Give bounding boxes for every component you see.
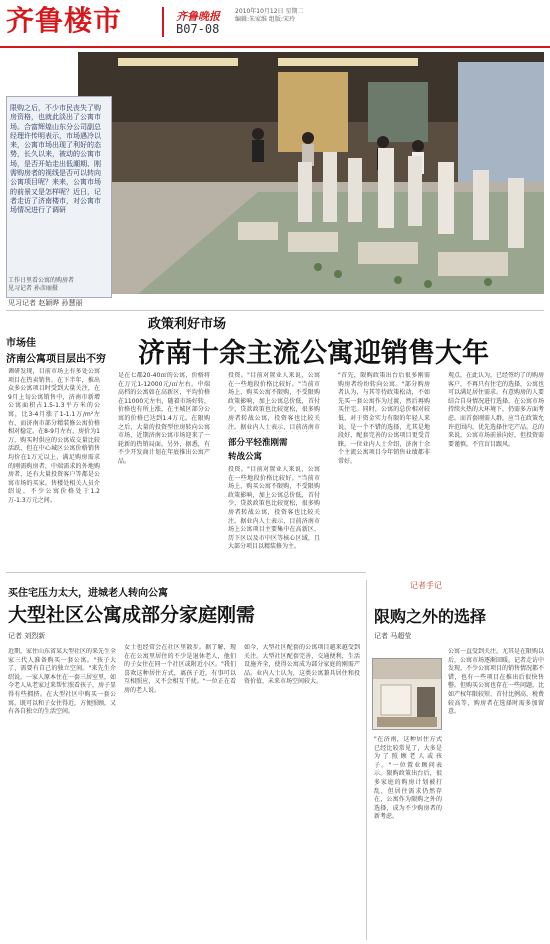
subheading: 转战公寓: [228, 452, 263, 462]
subheading: 部分平轻淮刚需: [228, 438, 288, 448]
sales-office-photo: [78, 52, 544, 294]
article-column: 投资。"目前对置业人来说，公寓在一些地段价格比较好。"当前市场上，购买公寓不限购，不受限购政策影响，加上公寓总价低，首付少，贷款政策也比较宽松，很多购房者转战公寓，投资客也比较关注。据业内人士表示，目前济南市: [228, 372, 320, 431]
photo-caption: [8, 277, 108, 293]
article-column: 调研发现，目前市场上有多处公寓项目在热卖销售。在下半年，推出众多公寓项目时受到大量关注，在9月上旬公寓销售中，济南市新增公寓面积占1.5-1.3平方米的公寓，比3-4月涨了1-1.1万/m²左右，而济南市部分精装修公寓价格相对稳定。在8-9月左右，房价为1万，购买时供应的公寓成交量比较活跃，但在中心城区公寓价格销售均价在1万元以上，满足购房需求的刚需购房者，中端需求的外地购房者，还有大量投资客户等都是公寓市场的买家。售楼处相关人员介绍说，不少公寓价格处于1.2万-1.3万元之间。: [8, 368, 100, 504]
caption-text: 工作日里看公寓的购房者: [8, 277, 75, 284]
article-column: 观点，在此认为，已经签约了的购房客户，不再只有住宅的选择，公寓也可以满足居住需求。有意购房的人要结合自身情况进行选择，在公寓市场持续火热的大环境下，仍需多方面考虑。而首套刚需人群，应当在政策允许范围内，优先选择住宅产品。总的来说，公寓市场前景向好，但投资需要谨慎，不宜盲目跟风。: [448, 372, 544, 448]
date-line: 2010年10月12日 星期二: [235, 8, 304, 15]
title-divider: [162, 7, 164, 37]
article-kicker: 政策利好市场: [148, 317, 227, 332]
section-title: 齐鲁楼市: [6, 4, 123, 37]
page-number: B07-08: [176, 22, 220, 36]
note-column: 公寓一直受到关注，尤其是在限购以后，公寓市场逐渐回暖。记者走访中发现，不少公寓项目的销售情况都不错，也有一些项目在推出后很快售罄。但购买公寓也存在一些问题，比如产权年限较短、首付比例高、税费较高等，购房者在选择时需多加留意。: [448, 648, 544, 716]
article-byline: 记者 刘烈新: [8, 632, 46, 640]
article-column: 投资。"目前对置业人来说，公寓在一些地段价格比较好。"当前市场上，购买公寓不限购，不受限购政策影响，加上公寓总价低，首付少，贷款政策也比较宽松，很多购房者转战公寓，投资客也比较关注。据业内人士表示，目前济南市场上公寓项目主要集中在高新区、历下区以及市中区等核心区域，且大部分项目以精装修为主。: [228, 466, 320, 551]
article-column: 女士也经常会在社区里散步。据了解，现在在公寓里居住的不少是退休老人，他们的子女住在同一个社区或附近小区。"我们喜欢这种居住方式，离孩子近，有事可以互相照应，又不会相互干扰。"一位正在看房的老人说。: [124, 644, 236, 694]
article-column: "首先，限购政策出台后很多刚需购房者纷纷转向公寓。"部分购房者认为，与其等待政策松动，不如先买一套公寓作为过渡，然后再购买住宅。同时，公寓的总价相对较低，对于资金实力有限的年轻人来说，是一个不错的选择，尤其是地段好、配套完善的公寓项目更受青睐。一位业内人士介绍，济南十余个主流公寓项目今年销售业绩都非常好。: [338, 372, 430, 465]
article-column: 近期，家住山东省某大型社区的来先生全家三代人准备购买一套公寓。"孩子大了，需要有自己的独立空间。"来先生介绍说，一家人原本住在一套三居室里，如今老人从老家过来帮忙照看孩子，房子显得有些拥挤。在大型社区中购买一套公寓，既可以和子女住得近，方便照顾，又有各自独立的生活空间。: [8, 648, 116, 716]
divider: [6, 310, 544, 311]
header-rule: [0, 46, 550, 48]
note-label: 记者手记: [410, 581, 442, 590]
article-headline: 大型社区公寓成部分家庭刚需: [8, 604, 256, 626]
note-byline: 记者 马超莹: [374, 632, 412, 640]
editor-line: 编辑:朱家维 组版:宋玲: [235, 16, 295, 23]
article-headline: 济南十余主流公寓迎销售大年: [138, 338, 489, 369]
note-column: "在济南，这种居住方式已经比较常见了，大多是为了照顾老人或孩子。"一位置业顾问表示。限购政策出台后，很多家庭的购房计划被打乱，但居住需求仍然存在，公寓作为限购之外的选择，成为不少购房者的新考虑。: [374, 736, 442, 821]
article-column: 是在七都20-40㎡的公寓，价格将在万元1-12000元/㎡左右。中端高档的公寓如在高新区，平均价格在11000元左右，随着市场好转，价格也有所上涨，在主城区部分公寓的价格已达到1.4万元。在限购之后，大量的投资型住房转向公寓市场，近期济南公寓市场迎来了一轮新的热销局面。另外，据悉，有不少开发商计划在年底推出公寓产品。: [118, 372, 210, 465]
date-info: [235, 8, 305, 24]
divider: [6, 572, 366, 573]
newspaper-logo: 齐鲁晚报: [176, 10, 220, 23]
intro-text: 限购之后，不少市民丧失了购房资格，也就此淡出了公寓市场。合富辉煌山东分公司副总经理许传明表示，市场遇冷以来，公寓市场出现了利好的态势，长久以来，被动的公寓市场，是否开始走出低潮期、刚需购房者的视线是否可以转向公寓项目呢？来来，公寓市场的前景又是怎样呢？近日，记者走访了济南楼市，对公寓市场情况进行了调研: [10, 104, 101, 215]
article-kicker: 买住宅压力太大，进城老人转向公寓: [8, 588, 168, 599]
side-title: 济南公寓项目层出不穷: [6, 354, 106, 365]
article-byline: 见习记者 赵颖晔 孙慧丽: [8, 299, 83, 307]
note-headline: 限购之外的选择: [374, 607, 487, 626]
note-photo: [372, 658, 442, 730]
column-divider: [366, 580, 367, 940]
article-column: 如今，大型社区配套的公寓项目越来越受到关注。大型社区配套完善，交通便利，生活设施齐全，使得公寓成为部分家庭的刚需产品。业内人士认为，这类公寓兼具居住和投资价值，未来市场空间较大。: [244, 644, 360, 686]
side-kicker: 市场佳: [6, 338, 36, 349]
caption-credit: 见习记者 孙彦丽摄: [8, 285, 58, 292]
